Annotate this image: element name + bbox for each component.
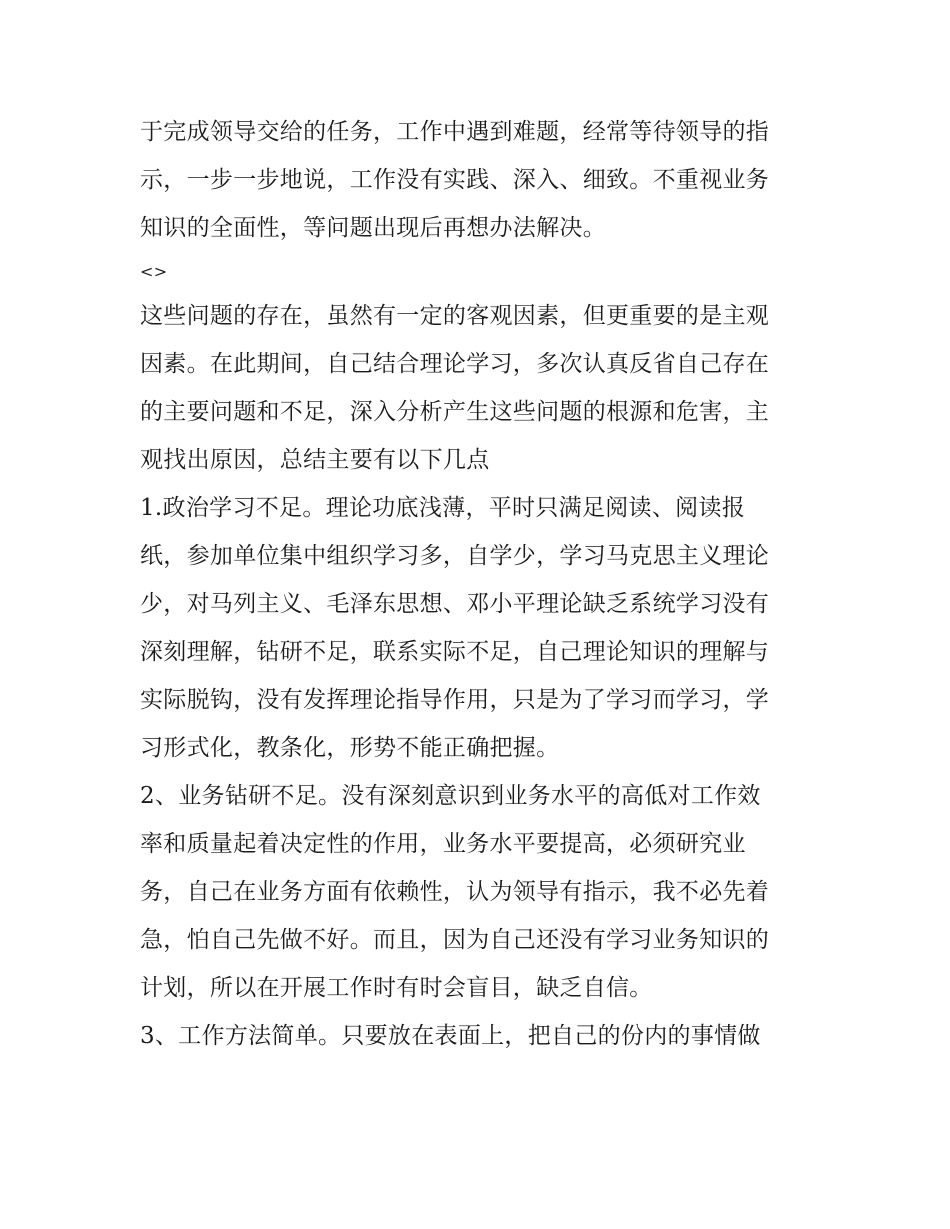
text-line: 少，对马列主义、毛泽东思想、邓小平理论缺乏系统学习没有	[140, 591, 770, 617]
text-line: 1.政治学习不足。理论功底浅薄，平时只满足阅读、阅读报	[140, 495, 746, 521]
text-line: 计划，所以在开展工作时有时会盲目，缺乏自信。	[140, 975, 653, 1001]
text-line: 纸，参加单位集中组织学习多，自学少，学习马克思主义理论	[140, 543, 770, 569]
text-line: 这些问题的存在，虽然有一定的客观因素，但更重要的是主观	[140, 303, 770, 329]
text-line: 的主要问题和不足，深入分析产生这些问题的根源和危害，主	[140, 399, 770, 425]
text-line: 示，一步一步地说，工作没有实践、深入、细致。不重视业务	[140, 167, 770, 193]
text-line: 习形式化，教条化，形势不能正确把握。	[140, 735, 560, 761]
text-line: <>	[140, 262, 168, 281]
text-line: 因素。在此期间，自己结合理论学习，多次认真反省自己存在	[140, 351, 770, 377]
text-line: 2、业务钻研不足。没有深刻意识到业务水平的高低对工作效	[140, 783, 761, 809]
text-line: 率和质量起着决定性的作用，业务水平要提高，必须研究业	[140, 831, 746, 857]
text-line: 于完成领导交给的任务，工作中遇到难题，经常等待领导的指	[140, 119, 770, 145]
text-line: 知识的全面性，等问题出现后再想办法解决。	[140, 215, 606, 241]
text-line: 急，怕自己先做不好。而且，因为自己还没有学习业务知识的	[140, 927, 770, 953]
text-line: 务，自己在业务方面有依赖性，认为领导有指示，我不必先着	[140, 879, 770, 905]
text-line: 深刻理解，钻研不足，联系实际不足，自己理论知识的理解与	[140, 639, 770, 665]
text-line: 观找出原因，总结主要有以下几点	[140, 447, 490, 473]
text-line: 实际脱钩，没有发挥理论指导作用，只是为了学习而学习，学	[140, 687, 770, 713]
text-line: 3、工作方法简单。只要放在表面上，把自己的份内的事情做	[140, 1023, 761, 1049]
document-body	[140, 108, 820, 1060]
